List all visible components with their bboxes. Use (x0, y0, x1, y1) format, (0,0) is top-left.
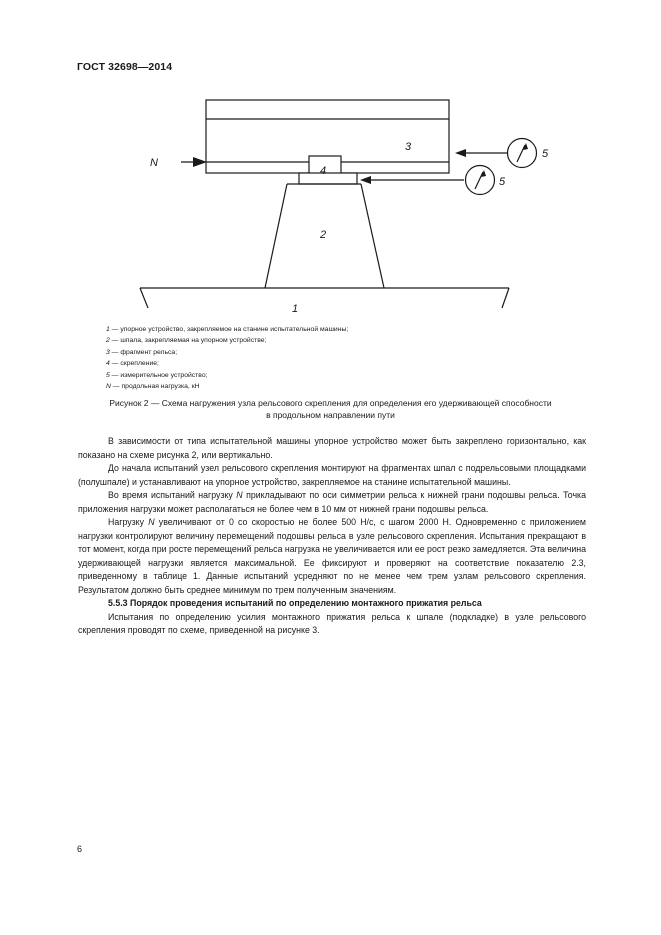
label-sleeper: 2 (320, 229, 327, 241)
label-rail: 3 (405, 141, 412, 153)
legend-item-2: 2 — шпала, закрепляемая на упорном устройстве; (106, 337, 267, 345)
label-gauge-upper: 5 (542, 148, 549, 160)
body-text (78, 435, 586, 638)
document-header: ГОСТ 32698—2014 (77, 61, 173, 73)
label-n: N (150, 157, 158, 169)
legend-item-1: 1 — упорное устройство, закрепляемое на станине испытательной машины; (106, 326, 349, 333)
caption-line-2: в продольном направлении пути (266, 410, 395, 420)
sleeper-outline (265, 184, 287, 288)
gauge-lower (466, 166, 495, 195)
label-fastening: 4 (320, 165, 327, 177)
page-number: 6 (77, 844, 83, 854)
figure-caption (60, 397, 601, 421)
paragraph-4: Нагрузку N увеличивают от 0 со скоростью не более 500 Н/с, с шагом 2000 Н. Одновременно с приложением нагрузки контролируют величину перемещений подошвы рельса в узле рельсового скрепления. Испытания прекращают в тот момент, когда при росте перемещений рельса нагрузка не увеличивается или ее рост резко замедляется. Эта величина удерживающей нагрузки является максимальной. Ее фиксируют и проверяют на соответствие показателю 2.3, приведенному в таблице 1. Данные испытаний усредняют по не менее чем трем узлам рельсового скрепления. Результатом должно быть среднее минимум по трем полученным значениям. (78, 517, 586, 595)
paragraph-3: Во время испытаний нагрузку N прикладывают по оси симметрии рельса к нижней грани подошвы рельса. Точка приложения нагрузки может располагаться не более чем в 10 мм от нижней грани подошвы рельса. (78, 490, 586, 514)
base-right (502, 288, 509, 308)
legend-item-3: 3 — фрагмент рельса; (106, 348, 178, 356)
gauge-arrowhead-upper (455, 149, 466, 157)
legend-item-5: 5 — измерительное устройство; (106, 371, 208, 379)
pad (299, 173, 357, 184)
figure-legend (106, 324, 348, 392)
legend-item-4: 4 — скрепление; (106, 360, 159, 368)
paragraph-1: В зависимости от типа испытательной машины упорное устройство может быть закреплено горизонтально, как показано на схеме рисунка 2, или вертикально. (78, 436, 586, 460)
label-stop-device: 1 (292, 303, 299, 315)
gauge-upper (508, 139, 537, 168)
section-heading: 5.5.3 Порядок проведения испытаний по определению монтажного прижатия рельса (108, 598, 482, 608)
paragraph-5: Испытания по определению усилия монтажного прижатия рельса к шпале (подкладке) в узле рельсового скрепления проводят по схеме, приведенной на рисунке 3. (78, 611, 586, 635)
load-arrowhead (193, 157, 207, 167)
caption-line-1: Рисунок 2 — Схема нагружения узла рельсового скрепления для определения его удерживающей способности (109, 398, 552, 408)
paragraph-2: До начала испытаний узел рельсового скрепления монтируют на фрагментах шпал с подрельсовыми площадками (полушпале) и устанавливают на упорное устройство, закрепляемое на станине испытательной машины. (78, 463, 586, 487)
legend-item-n: N — продольная нагрузка, кН (106, 383, 200, 391)
gauge-arrowhead-lower (360, 176, 371, 184)
base-left (140, 288, 148, 308)
label-gauge-lower: 5 (499, 176, 506, 188)
